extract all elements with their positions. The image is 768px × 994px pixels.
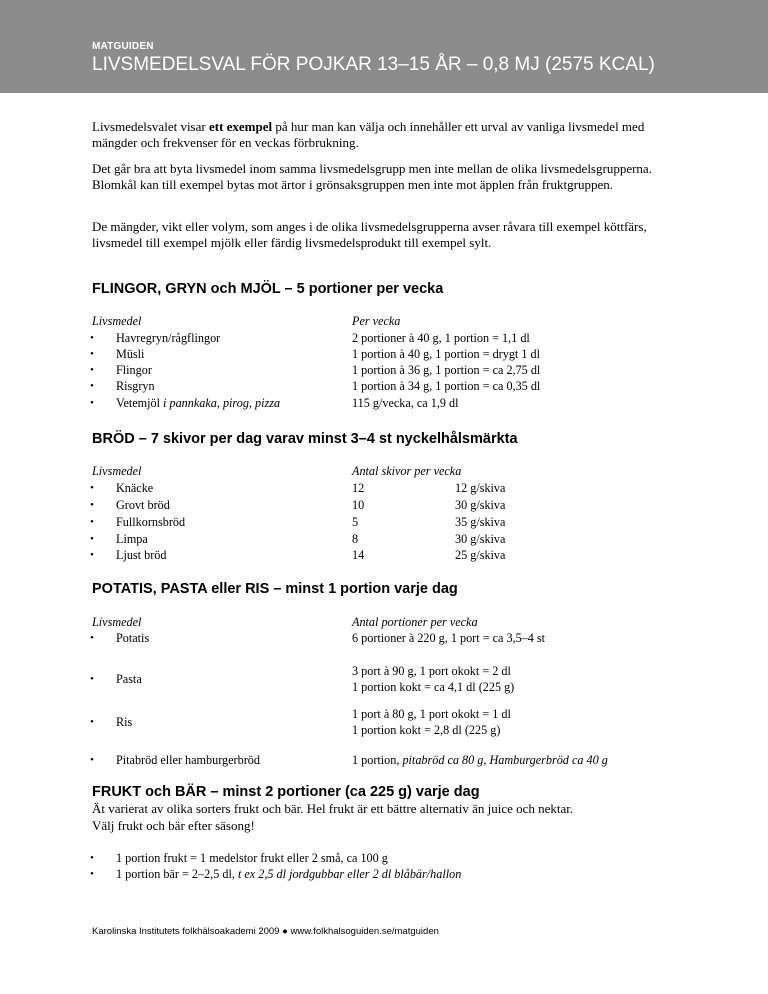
intro-paragraph-3: De mängder, vikt eller volym, som anges i de olika livsmedelsgrupperna avser råvara till exempel köttfärs, livsmedel till exempel mjölk eller färdig livsmedelsprodukt till exempel sylt. xyxy=(92,219,647,250)
list-item: Ljust bröd xyxy=(116,548,167,562)
list-item-note: i pannkaka, pirog, pizza xyxy=(163,396,281,410)
column-header-livsmedel: Livsmedel xyxy=(92,314,142,328)
list-item xyxy=(116,396,280,411)
list-item-amount-detail: 1 portion kokt = ca 4,1 dl (225 g) xyxy=(352,680,515,694)
list-item-amount: 1 port à 80 g, 1 port okokt = 1 dl xyxy=(352,707,511,721)
section-heading-flingor: FLINGOR, GRYN och MJÖL – 5 portioner per vecka xyxy=(92,281,444,297)
bullet: • xyxy=(90,852,94,864)
intro-paragraph-1 xyxy=(92,119,692,151)
intro-text: på hur man kan välja och innehåller ett urval av vanliga livsmedel med mängder och frekvenser för en veckas förbrukning. xyxy=(92,119,645,150)
list-item-count: 5 xyxy=(352,515,359,529)
list-item: Ris xyxy=(116,715,133,729)
column-header-livsmedel: Livsmedel xyxy=(92,615,142,629)
bullet: • xyxy=(90,754,94,766)
bullet: • xyxy=(90,716,94,728)
list-item: 1 portion frukt = 1 medelstor frukt eller 2 små, ca 100 g xyxy=(116,851,388,865)
section-heading-brod: BRÖD – 7 skivor per dag varav minst 3–4 st nyckelhålsmärkta xyxy=(92,431,518,447)
bullet: • xyxy=(90,348,94,360)
list-item-count: 8 xyxy=(352,532,359,546)
list-item-label: Vetemjöl xyxy=(116,396,164,410)
list-item: Potatis xyxy=(116,631,150,645)
list-item-count: 12 xyxy=(352,481,365,495)
list-item-weight: 30 g/skiva xyxy=(455,498,506,512)
header-kicker: MATGUIDEN xyxy=(92,41,154,52)
section-heading-frukt: FRUKT och BÄR – minst 2 portioner (ca 225 g) varje dag xyxy=(92,784,480,800)
list-item: Risgryn xyxy=(116,379,155,393)
column-header-livsmedel: Livsmedel xyxy=(92,464,142,478)
list-item-weight: 30 g/skiva xyxy=(455,532,506,546)
list-item-amount: 6 portioner à 220 g, 1 port = ca 3,5–4 st xyxy=(352,631,546,645)
list-item: Fullkornsbröd xyxy=(116,515,186,529)
list-item-amount: 3 port à 90 g, 1 port okokt = 2 dl xyxy=(352,664,511,678)
column-header-antal-skivor: Antal skivor per vecka xyxy=(352,464,462,478)
bullet: • xyxy=(90,868,94,880)
list-item-amount: 1 portion à 36 g, 1 portion = ca 2,75 dl xyxy=(352,363,541,377)
list-item-amount-text: 1 portion, xyxy=(352,753,403,767)
bullet: • xyxy=(90,516,94,528)
intro-paragraph-2: Det går bra att byta livsmedel inom samma livsmedelsgrupp men inte mellan de olika livsmedelsgrupperna. Blomkål kan till exempel bytas mot ärtor i grönsaksgruppen men inte mot äpplen från fruktgruppen. xyxy=(92,161,652,192)
header-bar xyxy=(0,0,768,93)
list-item-amount: 1 portion à 34 g, 1 portion = ca 0,35 dl xyxy=(352,379,541,393)
column-header-antal-portioner: Antal portioner per vecka xyxy=(352,615,478,629)
bullet: • xyxy=(90,549,94,561)
page-title: LIVSMEDELSVAL FÖR POJKAR 13–15 ÅR – 0,8 MJ (2575 KCAL) xyxy=(92,54,655,75)
bullet: • xyxy=(90,533,94,545)
list-item: Knäcke xyxy=(116,481,154,495)
bullet: • xyxy=(90,397,94,409)
list-item-weight: 35 g/skiva xyxy=(455,515,506,529)
list-item-count: 10 xyxy=(352,498,365,512)
bullet: • xyxy=(90,380,94,392)
footer: Karolinska Institutets folkhälsoakademi 2009 ● www.folkhalsoguiden.se/matguiden xyxy=(92,926,439,937)
list-item-count: 14 xyxy=(352,548,365,562)
column-header-per-vecka: Per vecka xyxy=(352,314,401,328)
list-item-amount: 115 g/vecka, ca 1,9 dl xyxy=(352,396,459,410)
list-item: Pasta xyxy=(116,672,142,686)
bullet: • xyxy=(90,482,94,494)
bullet: • xyxy=(90,632,94,644)
section-intro-line: Ät varierat av olika sorters frukt och bär. Hel frukt är ett bättre alternativ än juice och nektar. xyxy=(92,801,574,816)
list-item: Grovt bröd xyxy=(116,498,170,512)
list-item-amount-detail: 1 portion kokt = 2,8 dl (225 g) xyxy=(352,723,501,737)
list-item-note: t ex 2,5 dl jordgubbar eller 2 dl blåbär/hallon xyxy=(237,867,462,881)
list-item-amount-note: pitabröd ca 80 g, Hamburgerbröd ca 40 g xyxy=(402,753,608,767)
list-item-amount: 2 portioner à 40 g, 1 portion = 1,1 dl xyxy=(352,331,530,345)
intro-text: Livsmedelsvalet visar xyxy=(92,119,209,134)
list-item-weight: 12 g/skiva xyxy=(455,481,506,495)
section-heading-potatis: POTATIS, PASTA eller RIS – minst 1 portion varje dag xyxy=(92,581,458,597)
bullet: • xyxy=(90,364,94,376)
list-item-amount: 1 portion à 40 g, 1 portion = drygt 1 dl xyxy=(352,347,540,361)
list-item-weight: 25 g/skiva xyxy=(455,548,506,562)
section-intro-line: Välj frukt och bär efter säsong! xyxy=(92,818,255,833)
list-item: Limpa xyxy=(116,532,148,546)
list-item xyxy=(116,867,461,882)
bullet: • xyxy=(90,673,94,685)
intro-emphasis: ett exempel xyxy=(208,119,273,134)
list-item: Pitabröd eller hamburgerbröd xyxy=(116,753,260,767)
bullet: • xyxy=(90,332,94,344)
list-item: Havregryn/rågflingor xyxy=(116,331,221,345)
list-item-text: 1 portion bär = 2–2,5 dl, xyxy=(116,867,238,881)
list-item: Flingor xyxy=(116,363,152,377)
list-item: Müsli xyxy=(116,347,145,361)
list-item-amount xyxy=(352,753,608,768)
bullet: • xyxy=(90,499,94,511)
